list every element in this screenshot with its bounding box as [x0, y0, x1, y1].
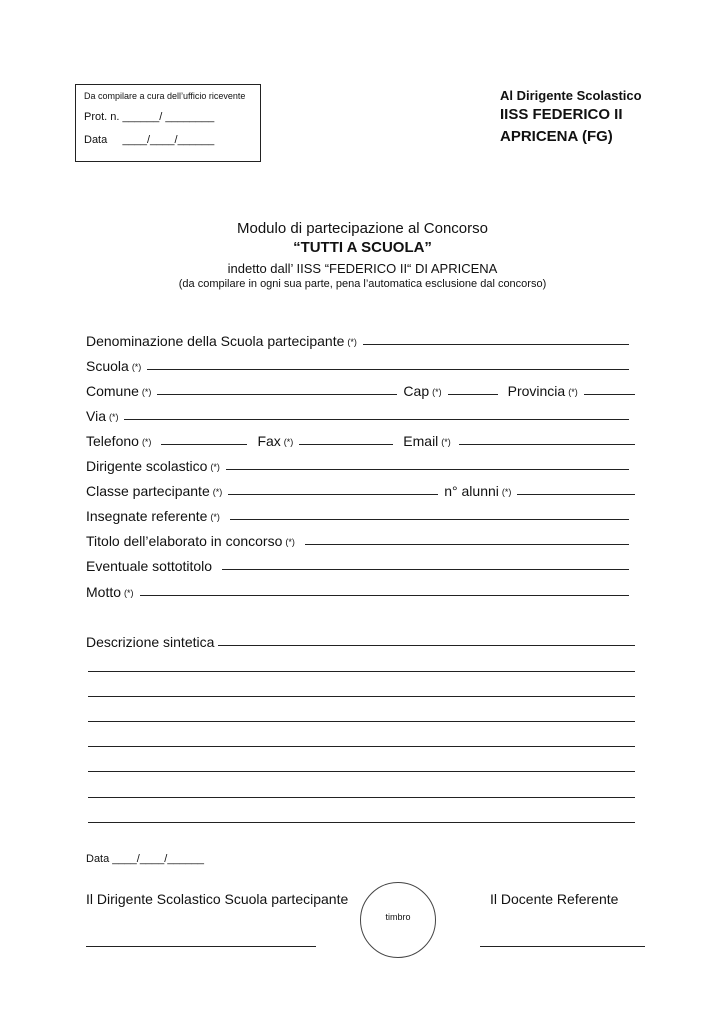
office-date-field[interactable]: Data ____/____/______ [84, 134, 215, 146]
label-provincia: Provincia [507, 383, 566, 399]
input-motto[interactable] [140, 595, 629, 596]
row-titolo [86, 529, 635, 549]
required-mark: (*) [141, 437, 152, 447]
input-email[interactable] [459, 444, 635, 445]
description-line[interactable] [88, 797, 635, 798]
label-insegnate: Insegnate referente [86, 508, 208, 524]
input-descrizione[interactable] [218, 645, 635, 646]
description-line[interactable] [88, 771, 635, 772]
required-mark: (*) [210, 462, 220, 472]
input-sottotitolo[interactable] [222, 569, 629, 570]
label-alunni: n° alunni [444, 483, 499, 499]
required-mark: (*) [432, 387, 442, 397]
label-telefono: Telefono [86, 433, 139, 449]
row-motto [86, 580, 635, 600]
contest-name: “TUTTI A SCUOLA” [293, 239, 432, 256]
input-insegnate[interactable] [230, 519, 629, 520]
required-mark: (*) [124, 588, 134, 598]
label-comune: Comune [86, 383, 139, 399]
signature-date-field[interactable]: Data ____/____/______ [86, 853, 205, 865]
row-comune [86, 379, 635, 399]
row-telefono [86, 429, 635, 449]
stamp-label: timbro [385, 912, 411, 922]
required-mark: (*) [283, 437, 294, 447]
required-mark: (*) [210, 512, 220, 522]
input-via[interactable] [124, 419, 629, 420]
protocol-number-field[interactable]: Prot. n. ______/ ________ [84, 111, 215, 123]
row-scuola [86, 354, 635, 374]
required-mark: (*) [568, 387, 578, 397]
row-classe [86, 479, 635, 499]
input-titolo[interactable] [305, 544, 629, 545]
input-denominazione[interactable] [363, 344, 629, 345]
row-denominazione [86, 329, 635, 349]
docente-signature-line[interactable] [480, 946, 645, 947]
required-mark: (*) [108, 412, 119, 422]
label-fax: Fax [257, 433, 281, 449]
addressee-line-3: APRICENA (FG) [500, 128, 613, 145]
required-mark: (*) [141, 387, 152, 397]
description-line[interactable] [88, 822, 635, 823]
instructions-note: (da compilare in ogni sua parte, pena l’automatica esclusione dal concorso) [178, 278, 547, 290]
docente-signature-label: Il Docente Referente [490, 891, 619, 907]
label-denominazione: Denominazione della Scuola partecipante [86, 333, 345, 349]
row-via [86, 404, 635, 424]
description-line[interactable] [88, 721, 635, 722]
dirigente-signature-line[interactable] [86, 946, 316, 947]
row-sottotitolo [86, 554, 635, 574]
input-telefono[interactable] [161, 444, 247, 445]
input-classe[interactable] [228, 494, 438, 495]
required-mark: (*) [347, 337, 357, 347]
label-motto: Motto [86, 584, 122, 600]
label-titolo: Titolo dell’elaborato in concorso [86, 533, 283, 549]
dirigente-signature-label: Il Dirigente Scolastico Scuola partecipante [86, 891, 349, 907]
input-dirigente[interactable] [226, 469, 629, 470]
input-cap[interactable] [448, 394, 498, 395]
row-insegnate [86, 504, 635, 524]
label-email: Email [403, 433, 439, 449]
form-title: Modulo di partecipazione al Concorso [237, 220, 488, 237]
office-use-title: Da compilare a cura dell’ufficio ricevente [84, 91, 246, 101]
required-mark: (*) [285, 537, 295, 547]
addressee-line-2: IISS FEDERICO II [500, 106, 623, 123]
label-sottotitolo: Eventuale sottotitolo [86, 558, 213, 574]
label-classe: Classe partecipante [86, 483, 210, 499]
description-line[interactable] [88, 746, 635, 747]
description-line[interactable] [88, 671, 635, 672]
input-fax[interactable] [299, 444, 393, 445]
row-descrizione [86, 630, 635, 650]
description-line[interactable] [88, 696, 635, 697]
required-mark: (*) [441, 437, 451, 447]
required-mark: (*) [131, 362, 142, 372]
label-scuola: Scuola [86, 358, 129, 374]
input-provincia[interactable] [584, 394, 635, 395]
input-comune[interactable] [157, 394, 397, 395]
organizer-line: indetto dall’ IISS “FEDERICO II“ DI APRICENA [227, 261, 498, 276]
row-dirigente [86, 454, 635, 474]
label-dirigente: Dirigente scolastico [86, 458, 208, 474]
label-descrizione: Descrizione sintetica [86, 634, 215, 650]
input-scuola[interactable] [147, 369, 629, 370]
label-via: Via [86, 408, 106, 424]
addressee-line-1: Al Dirigente Scolastico [500, 88, 642, 103]
required-mark: (*) [212, 487, 223, 497]
input-alunni[interactable] [517, 494, 635, 495]
required-mark: (*) [501, 487, 512, 497]
label-cap: Cap [403, 383, 430, 399]
